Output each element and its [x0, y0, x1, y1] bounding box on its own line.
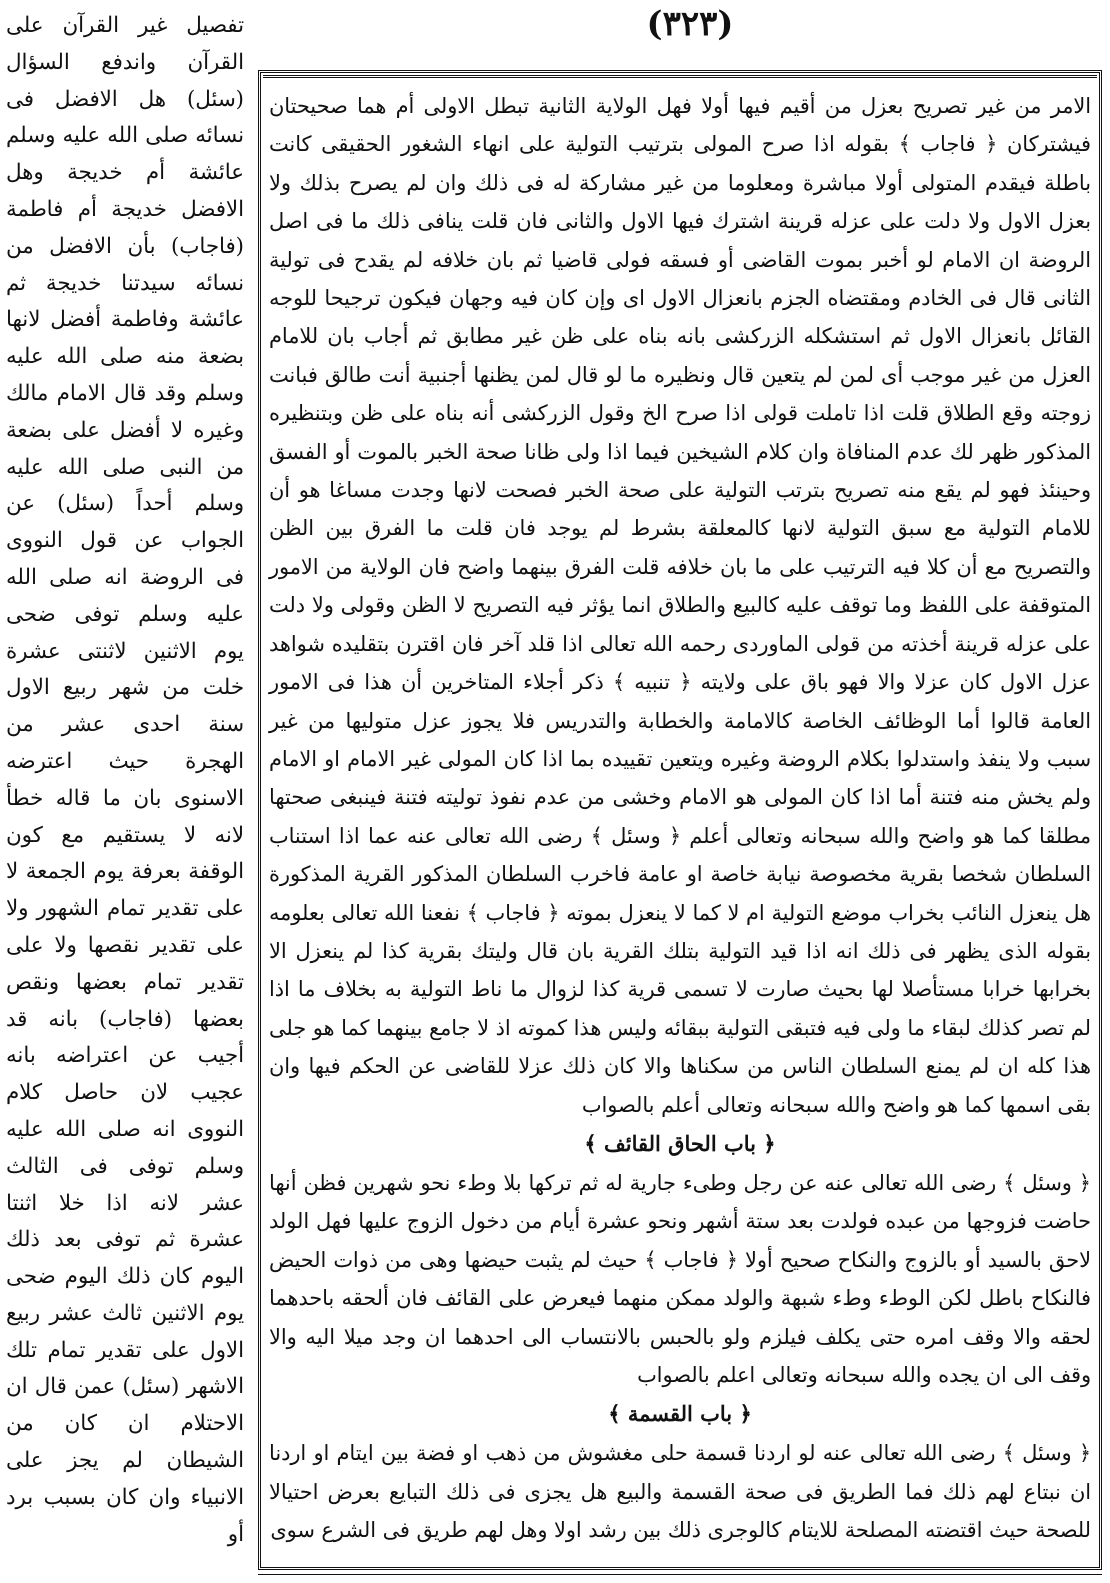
main-text — [269, 87, 1091, 1550]
main-section-3: ﴿ وسئل ﴾ رضى الله تعالى عنه لو اردنا قسمة حلى مغشوش من ذهب او فضة بين ايتام او اردنا ان نبتاع لهم ذلك فما الطريق فى صحة القسمة والبيع هل يجزى فى ذلك التبايع بعرض احتيالا للصحة حيث اقتضته المصلحة للايتام كالوجرى ذلك بين رشد اولا وهل لهم طريق فى الشرع سوى — [269, 1441, 1091, 1543]
chapter-heading-qisma: ﴿ باب القسمة ﴾ — [608, 1401, 752, 1427]
bottom-rule — [258, 1574, 1102, 1575]
main-text-frame — [258, 70, 1102, 1570]
margin-commentary-column — [6, 8, 244, 1568]
main-section-1: الامر من غير تصريح بعزل من أقيم فيها أولا فهل الولاية الثانية تبطل الاولى أم هما صحيحتان فيشتركان ﴿ فاجاب ﴾ بقوله اذا صرح المولى بترتيب التولية على انهاء الشغور الحقيقى كانت باطلة فيقدم المتولى أولا مباشرة ومعلوما من غير مشاركة له فى ذلك وان لم يصرح بذلك ولا بعزل الاول ولا دلت على عزله قرينة اشترك فيها الاول والثانى فان قلت ينافى ذلك ما فى اصل الروضة ان الامام لو أخبر بموت القاضى أو فسقه فولى قاضيا ثم بان خلافه لم يقدح فى تولية الثانى قال فى الخادم ومقتضاه الجزم بانعزال الاول اى وإن كان فيه وجهان فيكون ترجيحا للوجه القائل بانعزال الاول ثم استشكله الزركشى بانه بناه على ظن غير مطابق ثم أجاب بان للامام العزل من غير موجب أى لمن لم يتعين قال ونظيره ما لو قال لمن يظنها أجنبية أنت طالق فبانت زوجته وقع الطلاق قلت اذا تاملت قولى اذا صرح الخ وقول الزركشى أنه بناه على ظن وبتنظيره المذكور ظهر لك عدم المنافاة وان كلام الشيخين فيما اذا ولى ظانا صحة الخبر بالموت أو الفسق وحينئذ فهو لم يقع منه تصريح بترتب التولية على صحة الخبر فصحت لانها وجدت مساغا هو أن للامام التولية مع سبق التولية لانها كالمعلقة بشرط لم يوجد فان قلت ما الفرق بين الظن والتصريح مع أن كلا فيه الترتيب على ما بان خلافه قلت الفرق بينهما واضح فان الولاية من الامور المتوقفة على اللفظ وما توقف عليه كالبيع والطلاق انما يؤثر فيه التصريح لا الظن وقولى ولا دلت على عزله قرينة أخذته من قولى الماوردى رحمه الله تعالى اذا قلد آخر فان اقترن بتقليده شواهد عزل الاول كان عزلا والا فهو باق على ولايته ﴿ تنبيه ﴾ ذكر أجلاء المتاخرين أن هذا فى الامور العامة قالوا أما الوظائف الخاصة كالامامة والخطابة والتدريس فلا يجوز عزل متوليها من غير سبب ولا ينفذ واستدلوا بكلام الروضة وغيره ويتعين تقييده بما اذا كان المولى غير الامام او الامام ولم يخش منه فتنة أما اذا كان المولى هو الامام وخشى من عدم نفوذ توليته فتنة فينبغى صحتها مطلقا كما هو واضح والله سبحانه وتعالى أعلم ﴿ وسئل ﴾ رضى الله تعالى عنه عما اذا استناب السلطان شخصا بقرية مخصوصة نيابة خاصة او عامة فاخرب السلطان المذكور القرية المذكورة هل ينعزل النائب بخراب موضع التولية ام لا كما لا ينعزل بموته ﴿ فاجاب ﴾ نفعنا الله تعالى بعلومه بقوله الذى يظهر فى ذلك انه اذا قيد التولية بتلك القرية بان قال وليتك بقرية كذا لم ينعزل الا بخرابها خرابا مستأصلا لها بحيث صارت لا تسمى قرية كذا لزوال ما ناط التولية به بخلاف ما اذا لم تصر كذلك لبقاء ما ولى فيه فتبقى التولية ببقائه وليس هذا كموته اذ لا جامع بينهما كما هو جلى هذا كله ان لم يمنع السلطان الناس من سكناها والا كان ذلك عزلا للقاضى عن الحكم فيها وان بقى اسمها كما هو واضح والله سبحانه وتعالى أعلم بالصواب — [269, 94, 1091, 1117]
chapter-heading-qaif: ﴿ باب الحاق القائف ﴾ — [584, 1130, 776, 1156]
main-section-2: ﴿ وسئل ﴾ رضى الله تعالى عنه عن رجل وطىء جارية له ثم تركها بلا وطء نحو شهرين فظن أنها حاضت فزوجها من عبده فولدت بعد ستة أشهر ونحو عشرة أيام من دخول الزوج عليها فهل الولد لاحق بالسيد أو بالزوج والنكاح صحيح أولا ﴿ فاجاب ﴾ حيث لم يثبت حيضها وهى من ذوات الحيض فالنكاح باطل لكن الوطء وطء شبهة والولد ممكن منهما فيعرض على القائف فان ألحقه باحدهما لحقه والا وقف امره حتى يكلف فيلزم ولو بالحبس بالانتساب الى احدهما ان وجد ميلا اليه والا وقف الى ان يجده والله سبحانه وتعالى اعلم بالصواب — [269, 1170, 1091, 1387]
margin-text: تفصيل غير القرآن على القرآن واندفع السؤال (سئل) هل الافضل فى نسائه صلى الله عليه وسلم عائشة أم خديجة وهل الافضل خديجة أم فاطمة (فاجاب) بأن الافضل من نسائه سيدتنا خديجة ثم عائشة وفاطمة أفضل لانها بضعة منه صلى الله عليه وسلم وقد قال الامام مالك وغيره لا أفضل على بضعة من النبى صلى الله عليه وسلم أحداً (سئل) عن الجواب عن قول النووى فى الروضة انه صلى الله عليه وسلم توفى ضحى يوم الاثنين لاثنتى عشرة خلت من شهر ربيع الاول سنة احدى عشر من الهجرة حيث اعترضه الاسنوى بان ما قاله خطأ لانه لا يستقيم مع كون الوقفة بعرفة يوم الجمعة لا على تقدير تمام الشهور ولا على تقدير نقصها ولا على تقدير تمام بعضها ونقص بعضها (فاجاب) بانه قد أجيب عن اعتراضه بانه عجيب لان حاصل كلام النووى انه صلى الله عليه وسلم توفى فى الثالث عشر لانه اذا خلا اثنتا عشرة ثم توفى بعد ذلك اليوم كان ذلك اليوم ضحى يوم الاثنين ثالث عشر ربيع الاول على تقدير تمام تلك الاشهر (سئل) عمن قال ان الاحتلام ان كان من الشيطان لم يجز على الانبياء وان كان بسبب برد أو — [6, 13, 244, 1547]
page-number: (٣٢٣) — [646, 4, 734, 44]
